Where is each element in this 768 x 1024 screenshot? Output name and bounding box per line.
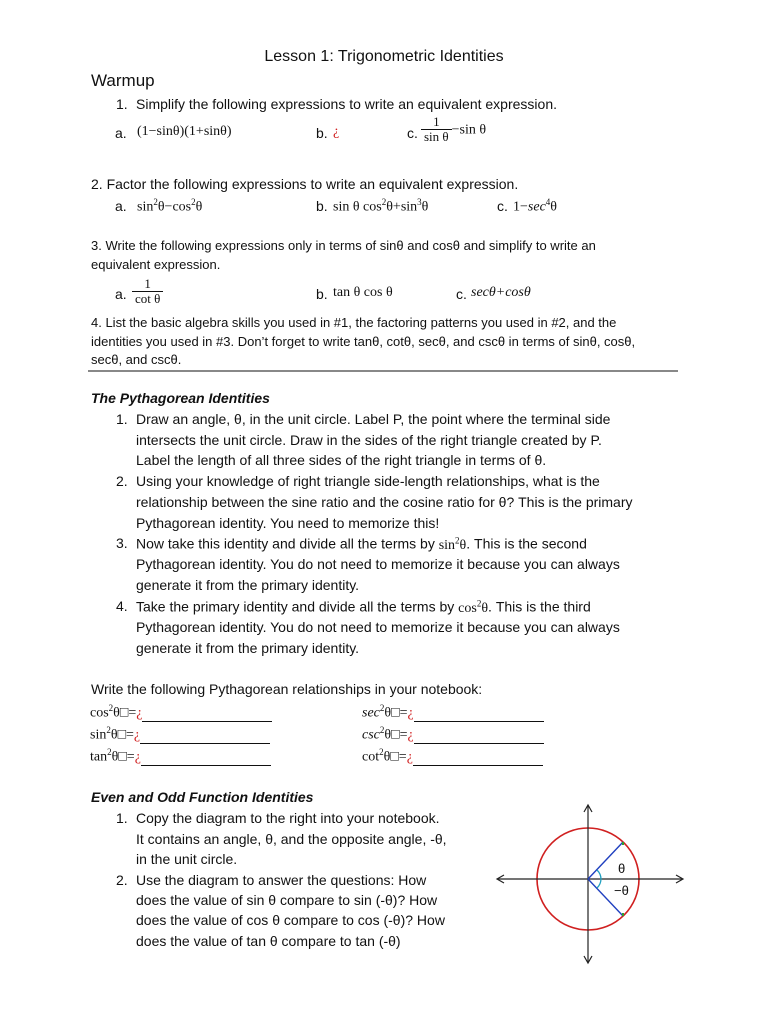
rel-right-2: $\csc^2\theta□=¿$ bbox=[362, 725, 544, 744]
q2b-label: b. bbox=[316, 198, 328, 214]
rel-left-2-mark: ¿ bbox=[133, 727, 141, 743]
rel-right-3-blank bbox=[413, 752, 543, 766]
q2c-label: c. bbox=[497, 198, 508, 214]
rel-left-2-fn: sin bbox=[90, 727, 107, 743]
q3a-fraction bbox=[132, 277, 163, 306]
warmup-heading: Warmup bbox=[91, 71, 155, 90]
rel-right-2-mark: ¿ bbox=[407, 727, 414, 743]
rel-left-1-blank bbox=[142, 708, 272, 722]
eo-item1-line2: It contains an angle, θ, and the opposite angle, -θ, bbox=[136, 831, 447, 847]
py-item2-line3: Pythagorean identity. You need to memorize this! bbox=[136, 515, 440, 531]
rel-right-1: $\sec^2\theta□=¿$ bbox=[362, 703, 544, 722]
q3b-expression: tan θ cos θ bbox=[333, 285, 393, 300]
q4-line2: identities you used in #3. Don’t forget to write tanθ, cotθ, secθ, and cscθ in terms of sinθ, cosθ, bbox=[91, 334, 636, 349]
q1-text: Simplify the following expressions to write an equivalent expression. bbox=[136, 96, 557, 112]
q1c-expression bbox=[421, 115, 486, 144]
rel-left-3-mark: ¿ bbox=[134, 749, 141, 765]
eo-item1-number: 1. bbox=[116, 810, 128, 826]
theta-arc bbox=[597, 870, 601, 879]
py-item4-line3: generate it from the primary identity. bbox=[136, 640, 360, 656]
q3-line2: equivalent expression. bbox=[91, 257, 221, 272]
neg-theta-label: −θ bbox=[614, 883, 629, 898]
eo-item2-line4: does the value of tan θ compare to tan (-θ) bbox=[136, 933, 401, 949]
eo-item2-number: 2. bbox=[116, 872, 128, 888]
q3b-label: b. bbox=[316, 286, 328, 302]
page-title: Lesson 1: Trigonometric Identities bbox=[264, 48, 504, 65]
q3a-numerator: 1 bbox=[144, 276, 151, 291]
rel-left-1-fn: cos bbox=[90, 705, 109, 721]
q1c-denominator: sin θ bbox=[421, 129, 452, 144]
q3a-frac bbox=[132, 277, 163, 306]
py-item3-number: 3. bbox=[116, 535, 128, 551]
eo-item2-line3: does the value of cos θ compare to cos (-θ)? How bbox=[136, 912, 445, 928]
q2-text: 2. Factor the following expressions to write an equivalent expression. bbox=[91, 176, 519, 192]
py-item4-number: 4. bbox=[116, 598, 128, 614]
q1c-rest: −sin θ bbox=[451, 122, 487, 138]
q2a-label: a. bbox=[115, 198, 127, 214]
q1c-label: c. bbox=[407, 125, 418, 141]
py-item4-line2: Pythagorean identity. You do not need to memorize it because you can always bbox=[136, 619, 620, 635]
py-item2-line2: relationship between the sine ratio and the cosine ratio for θ? This is the primary bbox=[136, 494, 633, 510]
q1b-expression: ¿ bbox=[333, 124, 340, 139]
q3a-denominator: cot θ bbox=[132, 291, 163, 306]
rel-right-3-sym: □= bbox=[390, 749, 407, 765]
unit-circle-diagram bbox=[490, 800, 690, 970]
rel-right-2-fn: csc bbox=[362, 727, 380, 743]
rel-right-3-fn: cot bbox=[362, 749, 380, 765]
eo-item2-line2: does the value of sin θ compare to sin (-θ)? How bbox=[136, 892, 438, 908]
py-item3-math: $\sin^2\theta$ bbox=[438, 535, 467, 553]
py-item4-line1 bbox=[136, 598, 591, 617]
py-item2-number: 2. bbox=[116, 473, 128, 489]
rel-left-1-sym: □= bbox=[119, 705, 137, 721]
eo-item1-line3: in the unit circle. bbox=[136, 851, 238, 867]
rel-left-1-mark: ¿ bbox=[136, 705, 143, 721]
q2c-expression: $1-\sec^4\theta$ bbox=[513, 197, 558, 215]
q4-line1: 4. List the basic algebra skills you used in #1, the factoring patterns you used in #2, and the bbox=[91, 315, 617, 330]
rel-left-3-sym: □= bbox=[118, 749, 135, 765]
py-item2-line1: Using your knowledge of right triangle side-length relationships, what is the bbox=[136, 473, 600, 489]
py-item4-pre: Take the primary identity and divide all the terms by bbox=[136, 598, 455, 615]
rel-right-1-fn: sec bbox=[362, 705, 380, 721]
q1b-label: b. bbox=[316, 125, 328, 141]
py-item1-line2: intersects the unit circle. Draw in the sides of the right triangle created by P. bbox=[136, 432, 602, 448]
q2a-expression: $\sin^2\theta-\cos^2\theta$ bbox=[137, 197, 203, 215]
q1a-expression: (1−sinθ)(1+sinθ) bbox=[137, 124, 232, 139]
eo-item1-line1: Copy the diagram to the right into your notebook. bbox=[136, 810, 440, 826]
q4-line3: secθ, and cscθ. bbox=[91, 352, 182, 367]
py-item3-line1 bbox=[136, 535, 587, 554]
rel-left-3: $\tan^2\theta□=¿$ bbox=[90, 747, 271, 766]
py-item3-line2: Pythagorean identity. You do not need to memorize it because you can always bbox=[136, 556, 620, 572]
q2b-expression: sin θ $\cos^2\theta+\sin^3\theta$ bbox=[333, 197, 429, 215]
q1c-numerator: 1 bbox=[433, 114, 440, 129]
rel-left-3-blank bbox=[141, 752, 271, 766]
rel-left-2-sym: □= bbox=[117, 727, 134, 743]
rel-right-3: $\cot^2\theta□=¿$ bbox=[362, 747, 543, 766]
q3c-label: c. bbox=[456, 286, 467, 302]
q3a-label: a. bbox=[115, 286, 127, 302]
write-instruction: Write the following Pythagorean relationships in your notebook: bbox=[91, 681, 483, 697]
q1c-fraction bbox=[421, 115, 452, 144]
rel-right-1-mark: ¿ bbox=[407, 705, 414, 721]
rel-left-1: $\cos^2\theta□=¿$ bbox=[90, 703, 272, 722]
rel-right-2-blank bbox=[414, 730, 544, 744]
rel-right-2-sym: □= bbox=[391, 727, 408, 743]
eo-item2-line1: Use the diagram to answer the questions: How bbox=[136, 872, 427, 888]
q3-line1: 3. Write the following expressions only in terms of sinθ and cosθ and simplify to write an bbox=[91, 238, 596, 253]
rel-right-1-blank bbox=[414, 708, 544, 722]
rel-left-2: $\sin^2\theta□=¿$ bbox=[90, 725, 270, 744]
py-item1-line1: Draw an angle, θ, in the unit circle. Label P, the point where the terminal side bbox=[136, 411, 611, 427]
py-item4-math: $\cos^2\theta$ bbox=[458, 598, 489, 616]
py-item3-post: . This is the second bbox=[466, 535, 587, 552]
even-odd-heading: Even and Odd Function Identities bbox=[91, 789, 314, 805]
rel-left-2-blank bbox=[140, 730, 270, 744]
py-item4-post: . This is the third bbox=[488, 598, 591, 615]
rel-right-1-sym: □= bbox=[391, 705, 408, 721]
section-divider bbox=[88, 370, 678, 372]
py-item3-line3: generate it from the primary identity. bbox=[136, 577, 360, 593]
py-item3-pre: Now take this identity and divide all the terms by bbox=[136, 535, 435, 552]
theta-label: θ bbox=[618, 861, 626, 876]
q3c-expression: secθ+cosθ bbox=[471, 285, 531, 300]
rel-right-3-mark: ¿ bbox=[406, 749, 413, 765]
q1a-label: a. bbox=[115, 125, 127, 141]
rel-left-3-fn: tan bbox=[90, 749, 108, 765]
pythagorean-heading: The Pythagorean Identities bbox=[91, 390, 270, 406]
neg-theta-arc bbox=[597, 879, 601, 888]
q1-number: 1. bbox=[116, 96, 128, 112]
py-item1-number: 1. bbox=[116, 411, 128, 427]
py-item1-line3: Label the length of all three sides of the right triangle in terms of θ. bbox=[136, 452, 547, 468]
